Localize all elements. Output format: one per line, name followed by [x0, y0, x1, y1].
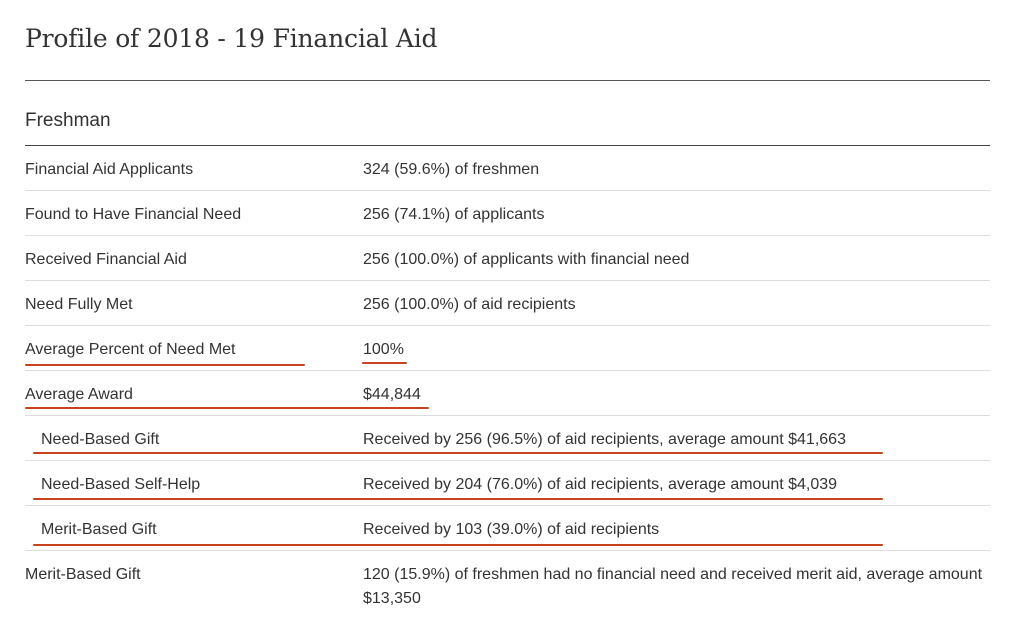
highlight-underline-need-based-gift	[33, 452, 883, 454]
row-value: Received by 204 (76.0%) of aid recipients, average amount $4,039	[363, 476, 838, 493]
highlight-underline-average-percent-value	[362, 362, 407, 364]
row-label: Need Fully Met	[25, 296, 133, 313]
row-value: 256 (100.0%) of aid recipients	[363, 296, 576, 313]
row-label: Need-Based Self-Help	[41, 476, 201, 493]
row-value: Received by 103 (39.0%) of aid recipients	[363, 521, 660, 538]
row-value: 256 (100.0%) of applicants with financial need	[363, 251, 690, 268]
table-row-received-financial-aid	[25, 236, 990, 281]
table-row-merit-based-gift-no-need	[25, 551, 990, 620]
row-value: 256 (74.1%) of applicants	[363, 206, 545, 223]
row-label: Average Percent of Need Met	[25, 341, 236, 358]
row-value: 324 (59.6%) of freshmen	[363, 161, 540, 178]
table-row-financial-aid-applicants	[25, 146, 990, 191]
highlight-underline-merit-based-gift	[33, 544, 883, 546]
row-label: Average Award	[25, 386, 133, 403]
row-label: Merit-Based Gift	[25, 566, 141, 583]
row-label: Financial Aid Applicants	[25, 161, 194, 178]
row-label: Merit-Based Gift	[41, 521, 157, 538]
highlight-underline-average-award	[25, 407, 429, 409]
table-row-found-financial-need	[25, 191, 990, 236]
highlight-underline-average-percent	[25, 364, 305, 366]
row-value: 100%	[363, 341, 404, 358]
row-value: 120 (15.9%) of freshmen had no financial need and received merit aid, average amount $13,350	[363, 566, 983, 607]
table-row-need-fully-met	[25, 281, 990, 326]
row-value: Received by 256 (96.5%) of aid recipients, average amount $41,663	[363, 431, 846, 448]
row-label: Found to Have Financial Need	[25, 206, 242, 223]
row-label: Need-Based Gift	[41, 431, 160, 448]
table-row-need-based-gift	[25, 416, 990, 461]
section-heading-freshman: Freshman	[25, 110, 111, 131]
highlight-underline-need-based-self-help	[33, 498, 883, 500]
row-value: $44,844	[363, 386, 421, 403]
title-divider	[25, 80, 990, 81]
table-row-average-award	[25, 371, 990, 416]
financial-aid-table	[25, 146, 990, 620]
row-label: Received Financial Aid	[25, 251, 187, 268]
page-title: Profile of 2018 - 19 Financial Aid	[25, 24, 438, 53]
